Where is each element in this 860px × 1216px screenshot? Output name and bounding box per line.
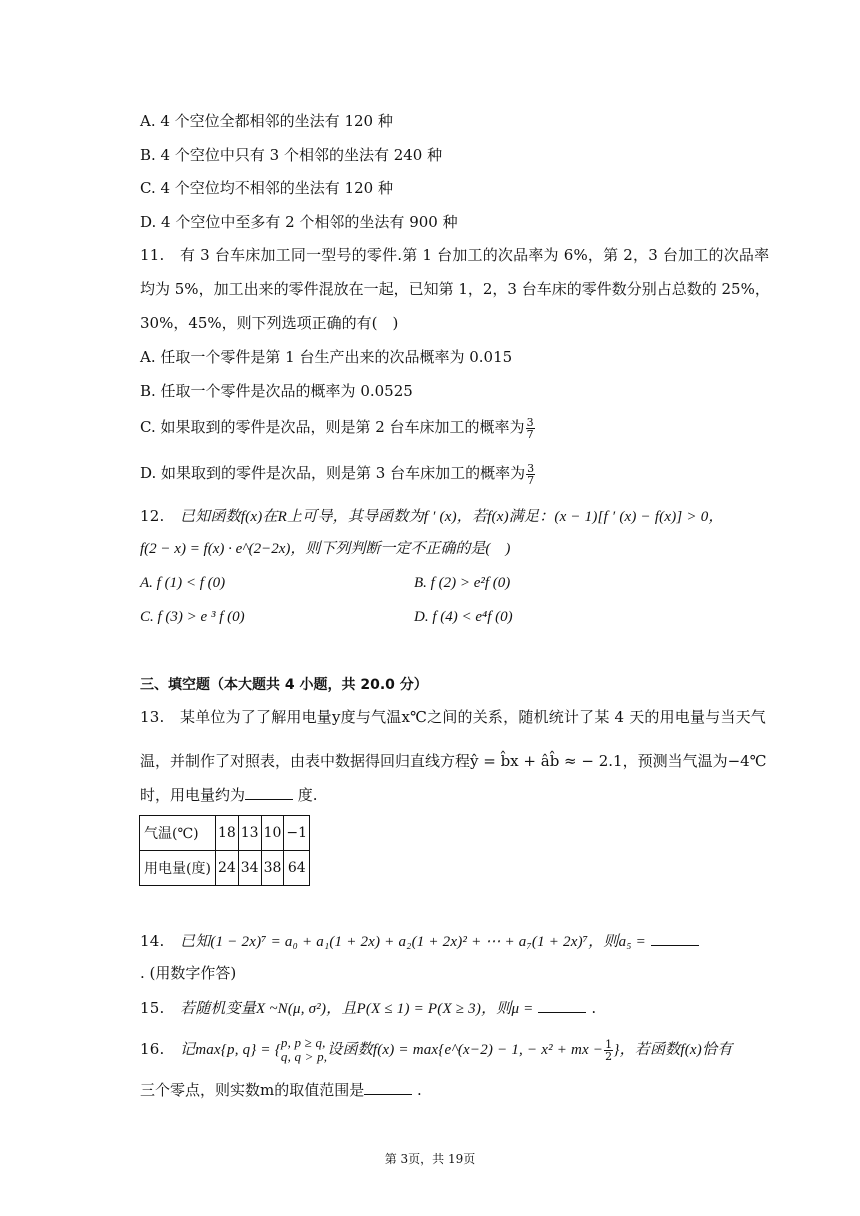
q11-option-c-fraction bbox=[526, 417, 535, 440]
q11-text1: 有 3 台车床加工同一型号的零件.第 1 台加工的次品率为 6%，第 2，3 台加工的次品率 bbox=[180, 246, 770, 264]
fraction-denominator: 7 bbox=[526, 427, 534, 441]
q11-option-b: B. 任取一个零件是次品的概率为 0.0525 bbox=[140, 382, 413, 400]
q16-fraction bbox=[604, 1039, 613, 1062]
answer-blank[interactable] bbox=[245, 785, 293, 800]
page-footer: 第 3页，共 19页 bbox=[384, 1152, 476, 1166]
q16-line2 bbox=[140, 1079, 422, 1101]
table-row-header: 气温(℃) bbox=[140, 816, 216, 851]
q12-option-b: B. f (2) > e²f (0) bbox=[414, 575, 511, 591]
q13-text3a: 时，用电量约为 bbox=[140, 786, 246, 804]
q11-option-c-text: C. 如果取到的零件是次品，则是第 2 台车床加工的概率为 bbox=[140, 418, 525, 436]
table-cell: −1 bbox=[284, 816, 310, 851]
q11-option-d-text: D. 如果取到的零件是次品，则是第 3 台车床加工的概率为 bbox=[140, 464, 526, 482]
temperature-electricity-table bbox=[139, 815, 310, 886]
table-cell: 34 bbox=[238, 851, 261, 886]
q15-number: 15. bbox=[140, 999, 165, 1017]
q16-text2b: . bbox=[412, 1081, 422, 1099]
table-row-header: 用电量(度) bbox=[140, 851, 216, 886]
table-cell: 18 bbox=[215, 816, 238, 851]
table-row bbox=[140, 816, 310, 851]
table-row bbox=[140, 851, 310, 886]
q11-option-c bbox=[140, 416, 535, 440]
answer-blank[interactable] bbox=[651, 931, 699, 946]
q16-number: 16. bbox=[140, 1040, 165, 1058]
q12-number: 12. bbox=[140, 507, 165, 525]
q13-line2: 温，并制作了对照表，由表中数据得回归直线方程ŷ = b̂x + âb̂ ≈ − 2.1，预测当气温为−4℃ bbox=[140, 752, 767, 770]
q14-line2: . (用数字作答) bbox=[140, 964, 237, 982]
q10-option-c: C. 4 个空位均不相邻的坐法有 120 种 bbox=[140, 179, 393, 197]
q16-case2: q, q > p, bbox=[280, 1049, 328, 1064]
q12-text1: 已知函数f(x)在R上可导，其导函数为f ′ (x)，若f(x)满足：(x − 1)[f ′ (x) − f(x)] > 0， bbox=[180, 509, 724, 525]
q11-option-a: A. 任取一个零件是第 1 台生产出来的次品概率为 0.015 bbox=[140, 348, 513, 366]
q13-line1 bbox=[140, 706, 766, 728]
fraction-numerator: 1 bbox=[605, 1037, 613, 1051]
q14-text1: 已知(1 − 2x)⁷ = a₀ + a₁(1 + 2x) + a₂(1 + 2x)² + ⋯ + a₇(1 + 2x)⁷，则a₅ = bbox=[180, 934, 646, 950]
q16-case1: p, p ≥ q, bbox=[280, 1035, 326, 1050]
answer-blank[interactable] bbox=[364, 1080, 412, 1095]
q16-suffix: }，若函数f(x)恰有 bbox=[613, 1042, 733, 1058]
q11-line1 bbox=[140, 244, 769, 266]
fraction-denominator: 2 bbox=[605, 1049, 613, 1063]
q11-option-d-fraction bbox=[526, 463, 535, 486]
q10-option-d: D. 4 个空位中至多有 2 个相邻的坐法有 900 种 bbox=[140, 213, 458, 231]
table-cell: 10 bbox=[261, 816, 284, 851]
q11-number: 11. bbox=[140, 246, 165, 264]
q13-text3b: 度. bbox=[293, 786, 318, 804]
q12-line1 bbox=[140, 505, 724, 528]
q11-line2: 均为 5%，加工出来的零件混放在一起，已知第 1，2，3 台车床的零件数分别占总数的 25%， bbox=[140, 280, 770, 298]
fraction-numerator: 3 bbox=[526, 415, 534, 429]
q13-text1: 某单位为了了解用电量y度与气温x℃之间的关系，随机统计了某 4 天的用电量与当天气 bbox=[180, 708, 766, 726]
answer-blank[interactable] bbox=[538, 998, 586, 1013]
q16-mid: 设函数f(x) = max{e^(x−2) − 1, − x² + mx − bbox=[327, 1042, 604, 1058]
q16-cases bbox=[281, 1036, 327, 1064]
q16-text2a: 三个零点，则实数m的取值范围是 bbox=[140, 1081, 365, 1099]
q14-number: 14. bbox=[140, 932, 165, 950]
q15-line1 bbox=[140, 997, 596, 1020]
q10-option-a: A. 4 个空位全都相邻的坐法有 120 种 bbox=[140, 112, 393, 130]
q16-line1 bbox=[140, 1036, 732, 1064]
table-cell: 24 bbox=[215, 851, 238, 886]
fraction-denominator: 7 bbox=[527, 473, 535, 487]
table-cell: 64 bbox=[284, 851, 310, 886]
table-cell: 13 bbox=[238, 816, 261, 851]
table-cell: 38 bbox=[261, 851, 284, 886]
q16-prefix: 记max{p, q} = { bbox=[180, 1042, 281, 1058]
q12-line2: f(2 − x) = f(x) · e^(2−2x)，则下列判断一定不正确的是( ) bbox=[140, 541, 511, 557]
q15-text1b: . bbox=[586, 999, 597, 1017]
q14-line1 bbox=[140, 930, 699, 953]
q15-text1: 若随机变量X ~N(μ, σ²)，且P(X ≤ 1) = P(X ≥ 3)，则μ = bbox=[180, 1001, 534, 1017]
section-heading-fill-in: 三、填空题（本大题共 4 小题，共 20.0 分） bbox=[140, 677, 428, 693]
q12-option-a: A. f (1) < f (0) bbox=[140, 575, 226, 591]
q12-option-d: D. f (4) < e⁴f (0) bbox=[414, 609, 513, 625]
fraction-numerator: 3 bbox=[527, 461, 535, 475]
q13-line3 bbox=[140, 784, 318, 806]
q10-option-b: B. 4 个空位中只有 3 个相邻的坐法有 240 种 bbox=[140, 146, 443, 164]
q13-number: 13. bbox=[140, 708, 165, 726]
q11-line3: 30%，45%，则下列选项正确的有( ) bbox=[140, 314, 399, 332]
q11-option-d bbox=[140, 462, 535, 486]
q12-option-c: C. f (3) > e ³ f (0) bbox=[140, 609, 245, 625]
